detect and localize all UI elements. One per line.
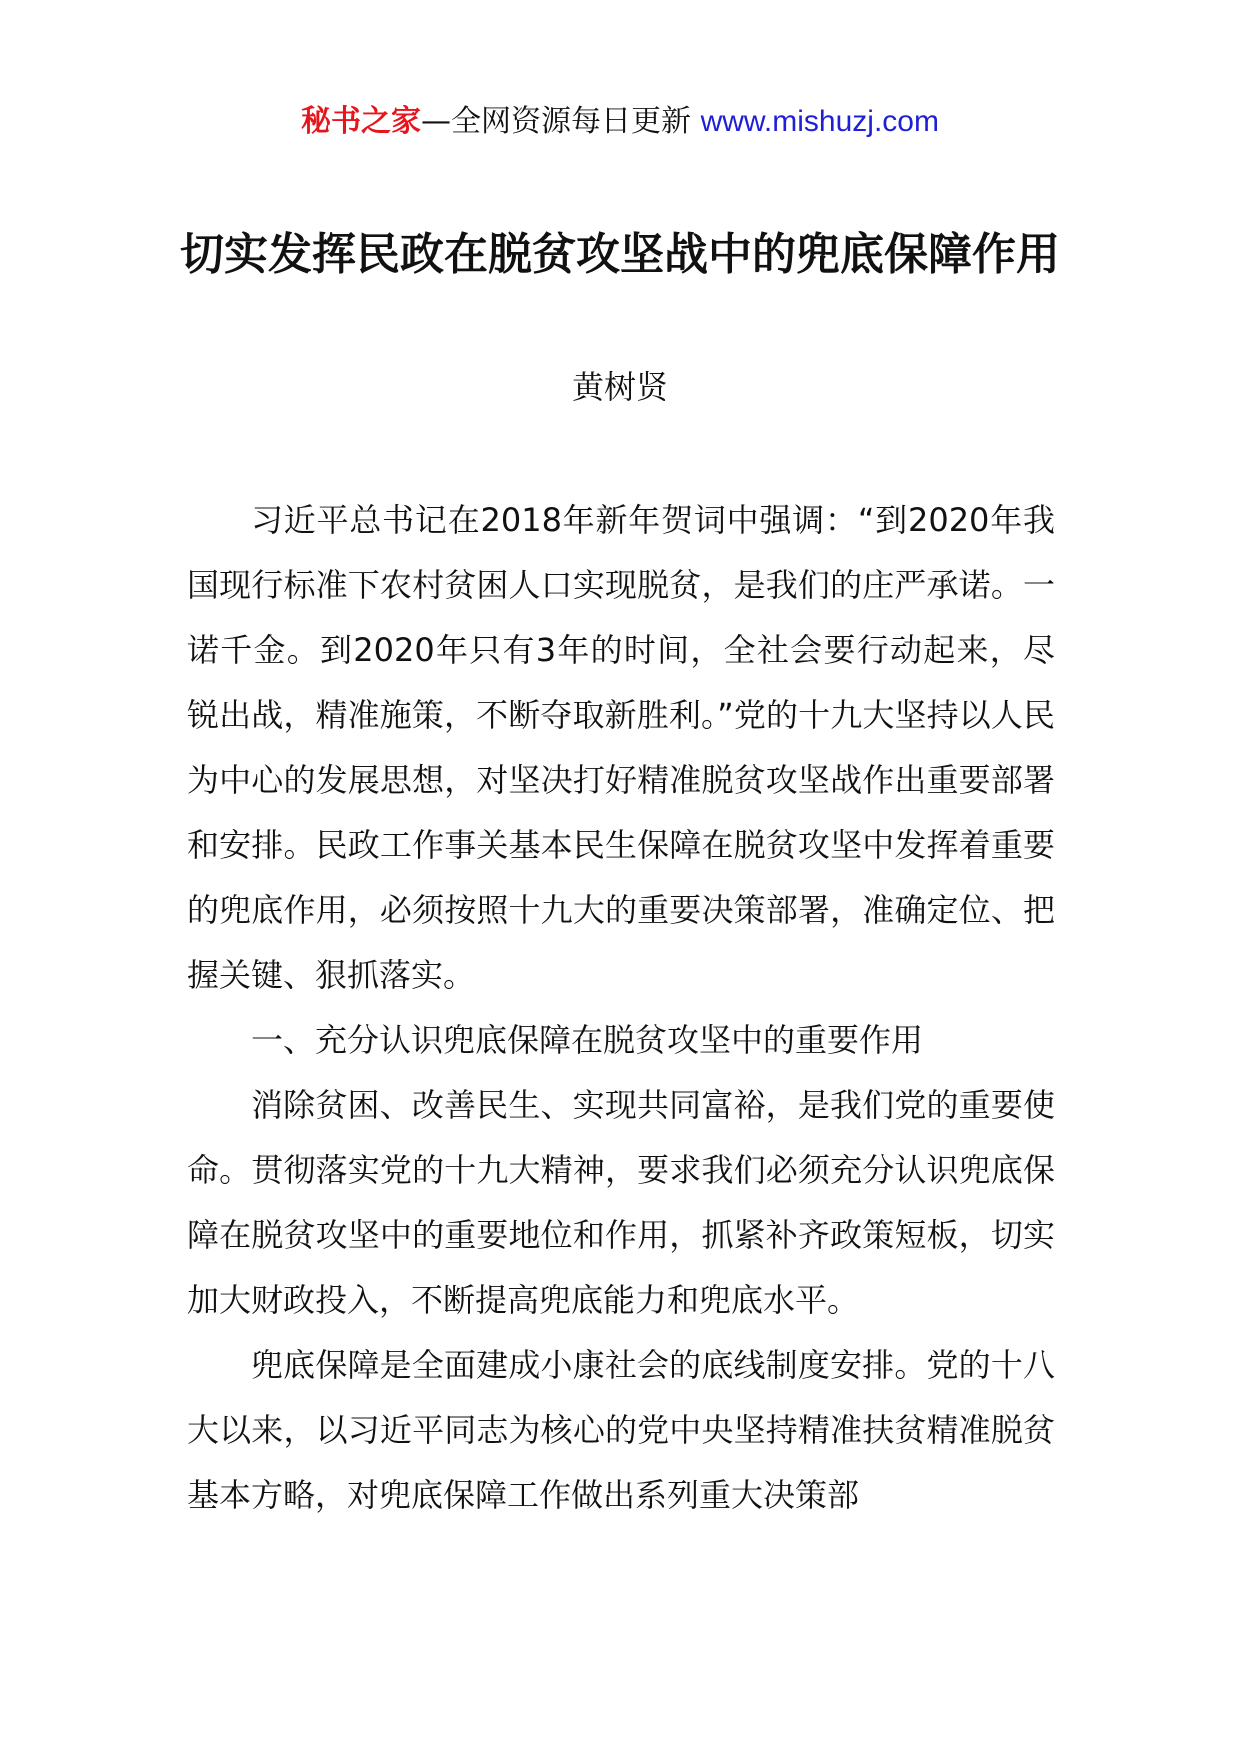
paragraph: 习近平总书记在2018年新年贺词中强调：“到2020年我国现行标准下农村贫困人口实现脱贫，是我们的庄严承诺。一诺千金。到2020年只有3年的时间，全社会要行动起来，尽锐出战，精准施策，不断夺取新胜利。”党的十九大坚持以人民为中心的发展思想，对坚决打好精准脱贫攻坚战作出重要部署和安排。民政工作事关基本民生保障在脱贫攻坚中发挥着重要的兜底作用，必须按照十九大的重要决策部署，准确定位、把握关键、狠抓落实。: [187, 501, 1055, 994]
site-tagline: —全网资源每日更新: [421, 104, 692, 139]
document-title: 切实发挥民政在脱贫攻坚战中的兜底保障作用: [180, 229, 1060, 280]
document-body: [187, 488, 1055, 1528]
section-heading: 一、充分认识兜底保障在脱贫攻坚中的重要作用: [251, 1021, 924, 1059]
site-url[interactable]: www.mishuzj.com: [700, 105, 939, 138]
document-author: 黄树贤: [571, 368, 668, 406]
site-header: [0, 100, 1240, 144]
site-brand: 秘书之家: [301, 104, 422, 139]
paragraph: 兜底保障是全面建成小康社会的底线制度安排。党的十八大以来，以习近平同志为核心的党中央坚持精准扶贫精准脱贫基本方略，对兜底保障工作做出系列重大决策部: [187, 1346, 1055, 1514]
paragraph: 消除贫困、改善民生、实现共同富裕，是我们党的重要使命。贯彻落实党的十九大精神，要求我们必须充分认识兜底保障在脱贫攻坚中的重要地位和作用，抓紧补齐政策短板，切实加大财政投入，不断提高兜底能力和兜底水平。: [187, 1086, 1055, 1319]
